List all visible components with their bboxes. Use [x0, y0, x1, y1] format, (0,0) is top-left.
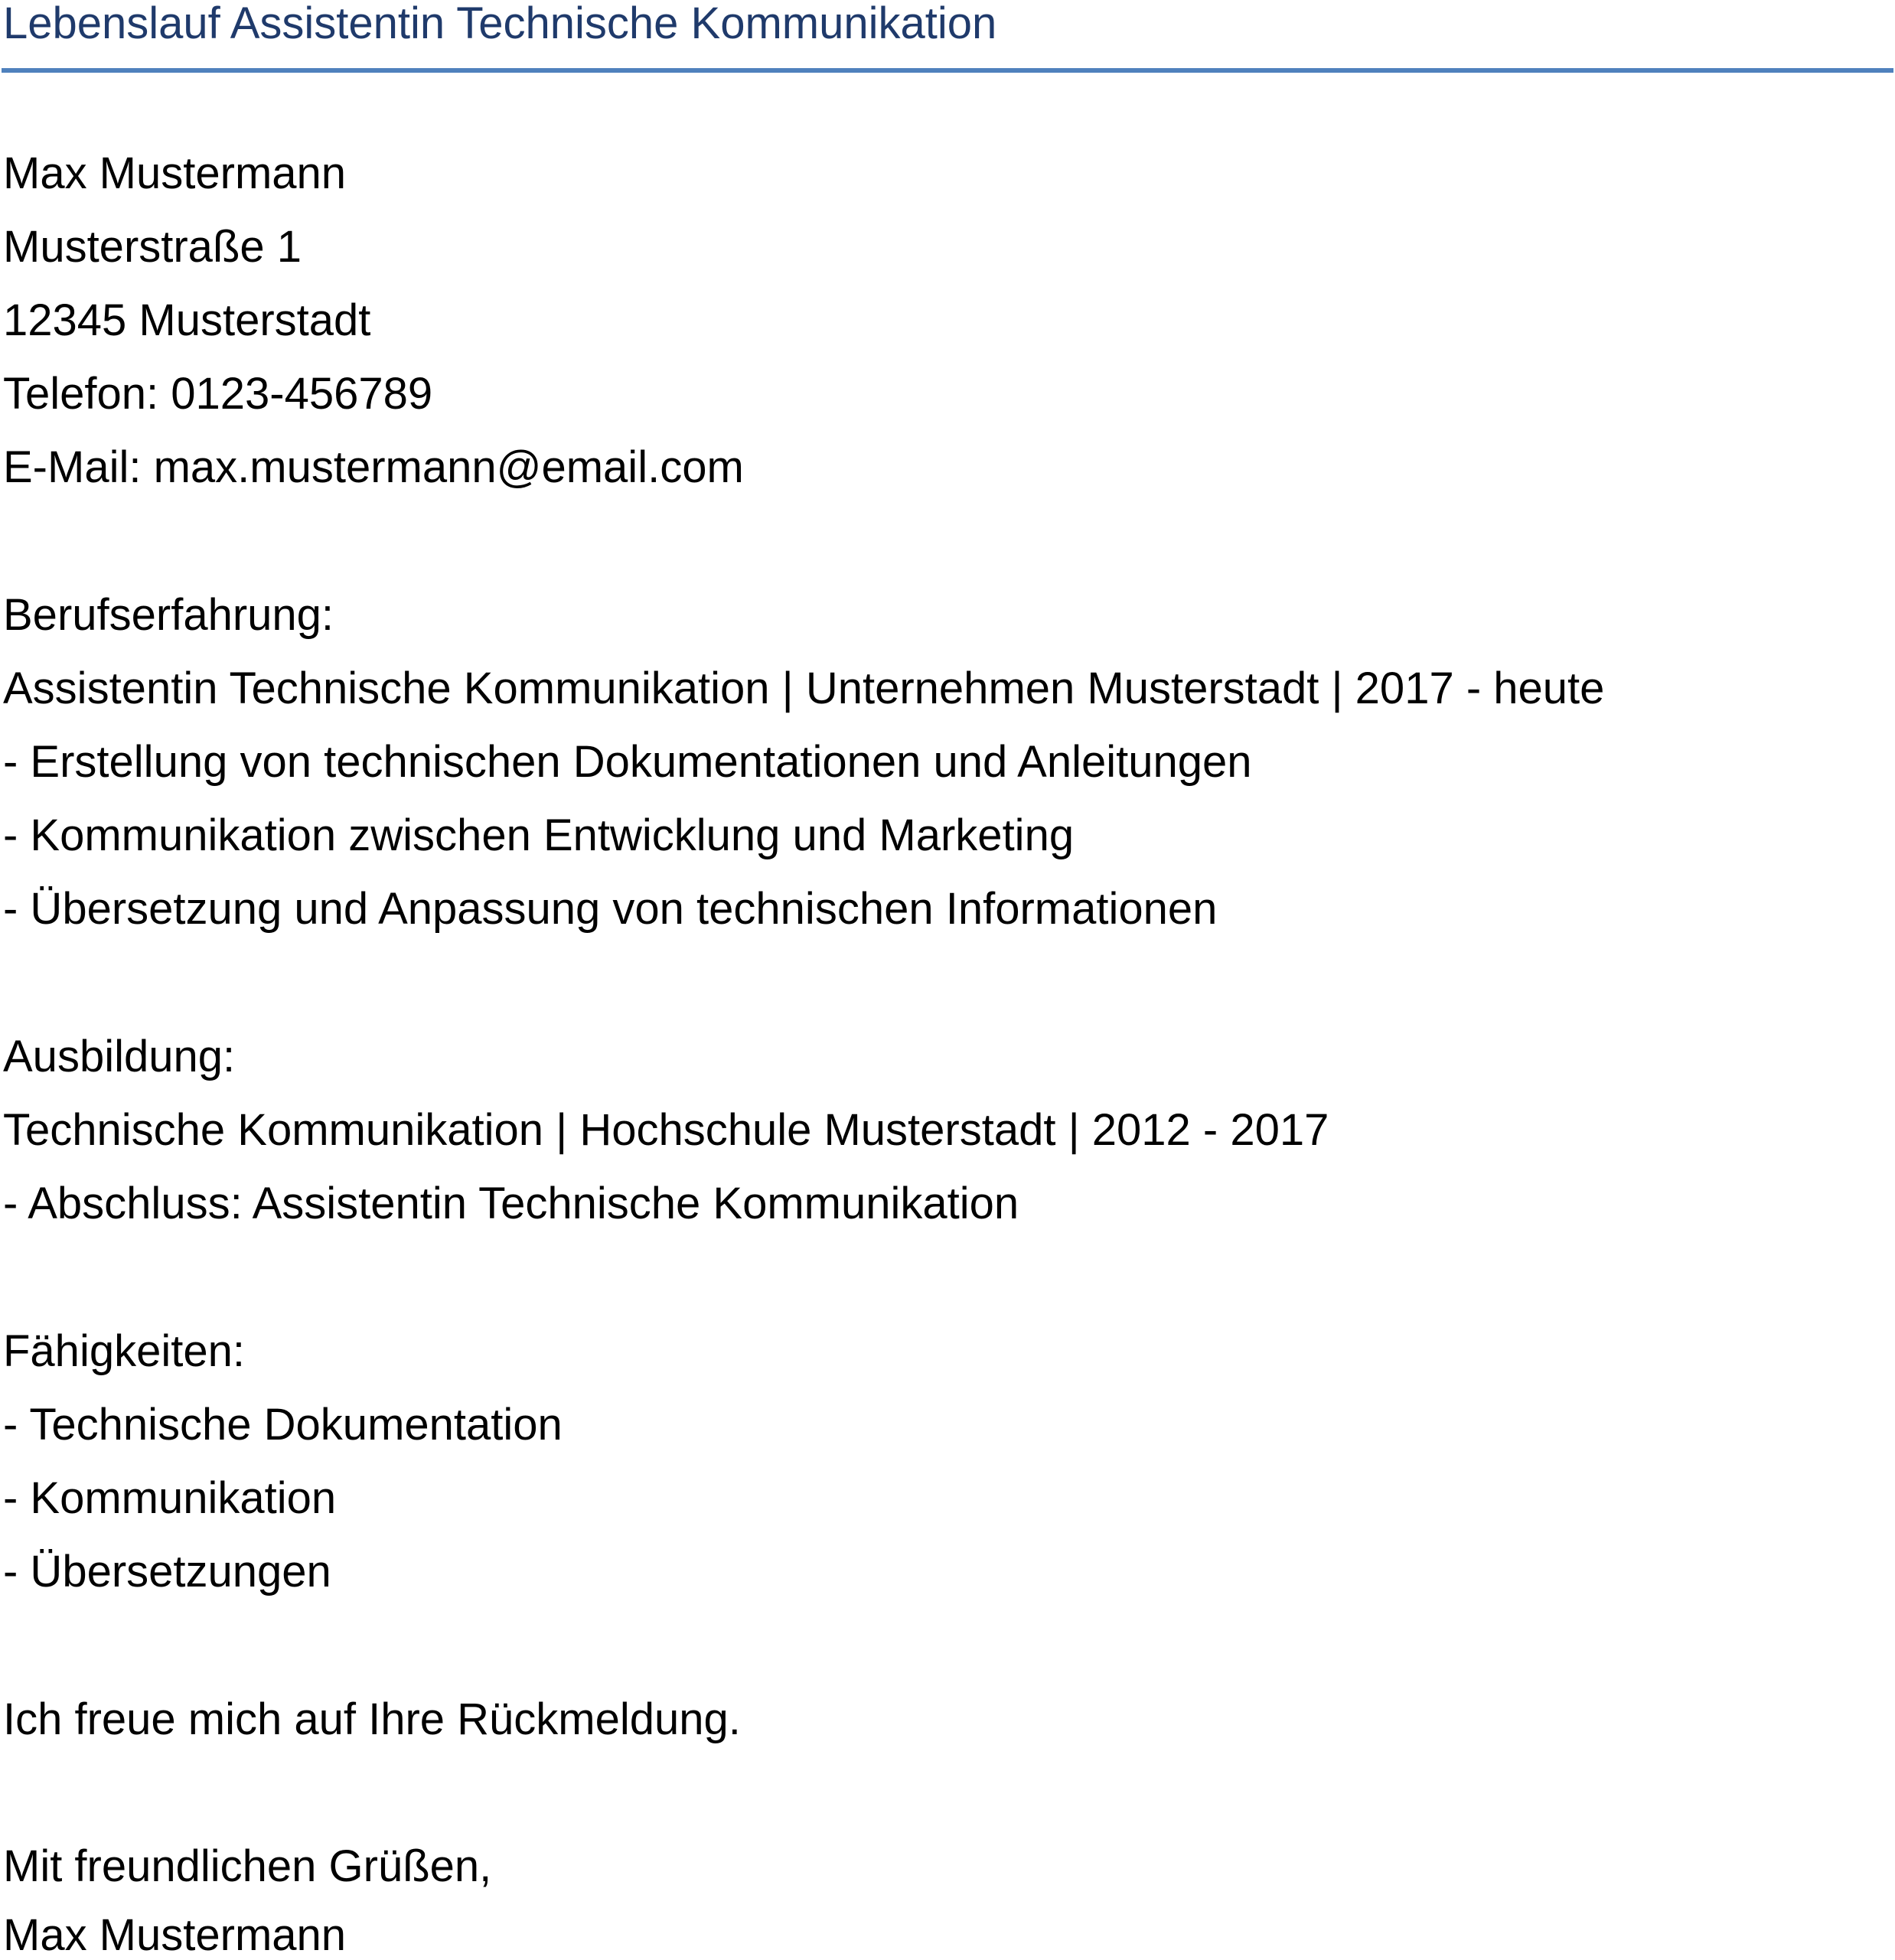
closing-text: Ich freue mich auf Ihre Rückmeldung.	[3, 1694, 741, 1744]
skills-item: - Technische Dokumentation	[3, 1400, 563, 1450]
skills-heading: Fähigkeiten:	[3, 1326, 245, 1376]
signature-name: Max Mustermann	[3, 1910, 347, 1960]
experience-bullet: - Erstellung von technischen Dokumentationen und Anleitungen	[3, 737, 1252, 787]
contact-street: Musterstraße 1	[3, 222, 302, 272]
experience-bullet: - Kommunikation zwischen Entwicklung und Marketing	[3, 810, 1075, 860]
experience-bullet: - Übersetzung und Anpassung von technischen Informationen	[3, 884, 1218, 934]
skills-item: - Übersetzungen	[3, 1547, 331, 1596]
title-divider	[2, 68, 1893, 73]
experience-heading: Berufserfahrung:	[3, 590, 334, 640]
education-bullet: - Abschluss: Assistentin Technische Kommunikation	[3, 1179, 1019, 1228]
education-heading: Ausbildung:	[3, 1032, 236, 1081]
contact-name: Max Mustermann	[3, 148, 347, 198]
document-title: Lebenslauf Assistentin Technische Kommunikation	[3, 0, 997, 48]
closing-greeting: Mit freundlichen Grüßen,	[3, 1841, 492, 1891]
contact-city: 12345 Musterstadt	[3, 295, 371, 345]
contact-email: E-Mail: max.mustermann@email.com	[3, 442, 744, 492]
skills-item: - Kommunikation	[3, 1473, 337, 1523]
education-program: Technische Kommunikation | Hochschule Musterstadt | 2012 - 2017	[3, 1105, 1329, 1155]
experience-position: Assistentin Technische Kommunikation | Unternehmen Musterstadt | 2017 - heute	[3, 664, 1605, 713]
contact-phone: Telefon: 0123-456789	[3, 369, 433, 419]
